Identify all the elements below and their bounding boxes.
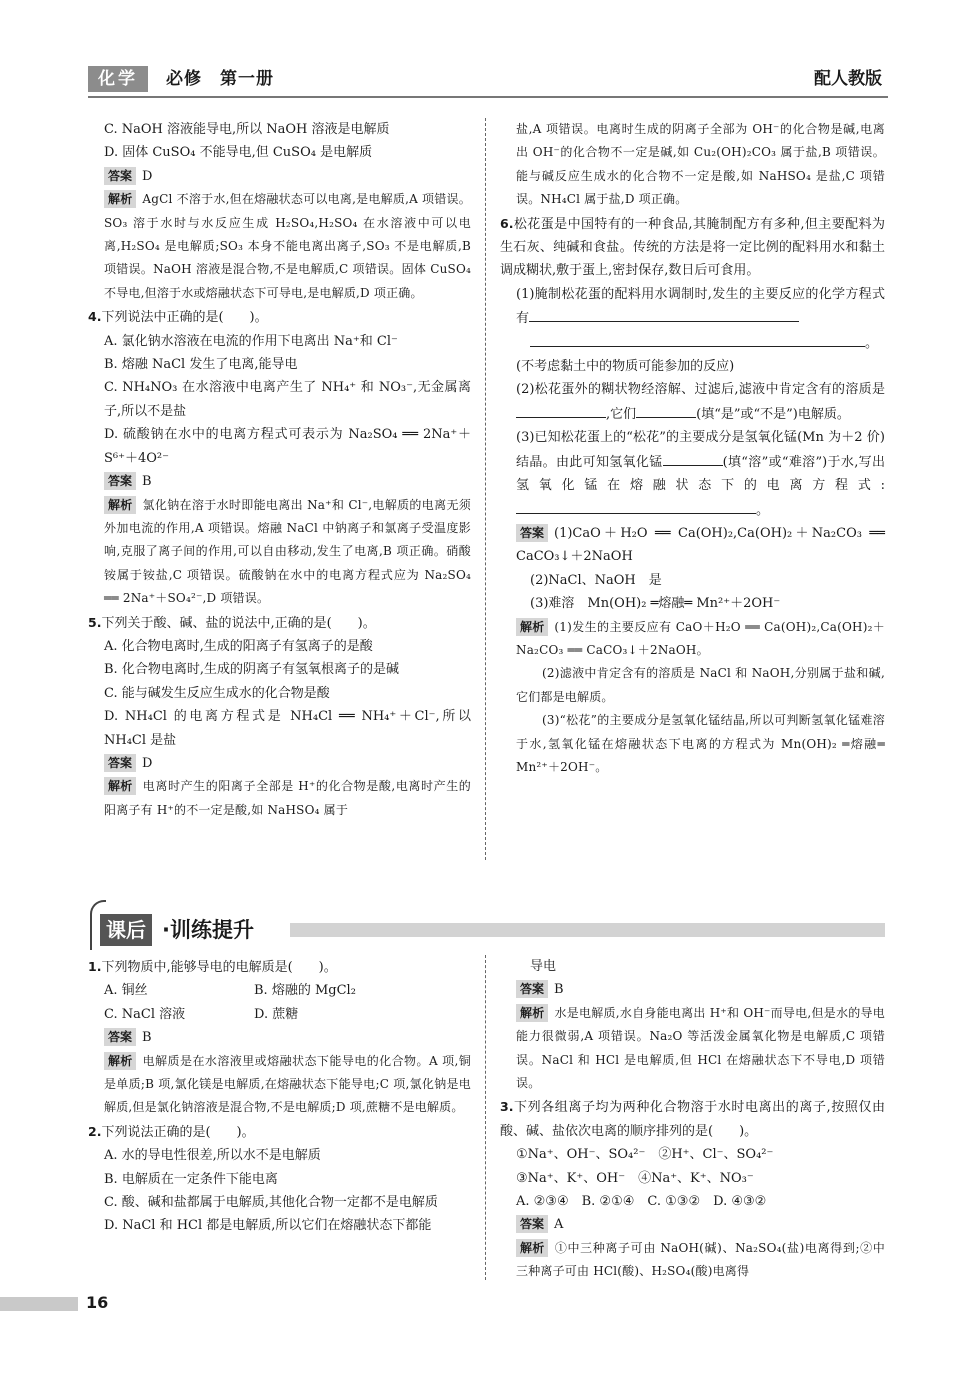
question-number: 6. xyxy=(500,215,514,231)
answer-value: (2)NaCl、NaOH 是 xyxy=(530,572,662,588)
page-number: 16 xyxy=(86,1293,109,1312)
subquestion-note: (不考虑黏土中的物质可能参加的反应) xyxy=(516,359,735,375)
section-bar xyxy=(290,923,885,937)
analysis-text: (1)发生的主要反应有 CaO＋H₂O ══ Ca(OH)₂,Ca(OH)₂＋Na₂CO₃ ══ CaCO₃↓＋2NaOH。 xyxy=(516,619,885,657)
answer-line xyxy=(500,522,885,569)
question-stem xyxy=(88,955,471,979)
right-column-bottom xyxy=(500,955,885,1284)
analysis-text: (2)滤液中肯定含有的溶质是 NaCl 和 NaOH,分别属于盐和碱,它们都是电解质。 xyxy=(516,666,885,704)
option-line: C. 能与碱发生反应生成水的化合物是酸 xyxy=(104,685,330,701)
option-line: D. NH₄Cl 的电离方程式是 NH₄Cl ══ NH₄⁺＋Cl⁻,所以 NH₄Cl 是盐 xyxy=(104,709,471,748)
book-title: 必修 第一册 xyxy=(166,69,274,89)
answer-tag: 答案 xyxy=(104,472,136,490)
analysis-block xyxy=(88,188,471,305)
option-d: D. 蔗糖 xyxy=(254,1006,299,1022)
answer-line xyxy=(88,470,471,493)
analysis-block xyxy=(88,1050,471,1120)
question-number: 3. xyxy=(500,1099,514,1115)
analysis-tag: 解析 xyxy=(104,1052,136,1070)
option-b: B. 熔融的 MgCl₂ xyxy=(254,983,356,999)
answer-blank[interactable] xyxy=(529,306,799,322)
analysis-block xyxy=(88,494,471,611)
question-stem xyxy=(88,1120,471,1144)
question-text: 下列说法正确的是( )。 xyxy=(101,1124,255,1140)
answer-blank[interactable] xyxy=(516,402,606,418)
answer-value: (1)CaO＋H₂O ══ Ca(OH)₂,Ca(OH)₂＋Na₂CO₃ ══ CaCO₃↓＋2NaOH xyxy=(516,525,885,565)
subject-badge: 化学 xyxy=(88,66,148,92)
answer-blank[interactable] xyxy=(636,402,696,418)
answer-tag: 答案 xyxy=(516,980,548,998)
section-badge: 课后 xyxy=(100,914,152,946)
option-line: A. 化合物电离时,生成的阳离子有氢离子的是酸 xyxy=(104,638,373,654)
answer-value: B xyxy=(142,1030,152,1046)
answer-blank[interactable] xyxy=(663,450,723,466)
question-number: 4. xyxy=(88,309,102,325)
question-number: 2. xyxy=(88,1123,102,1139)
option-row xyxy=(88,1003,471,1026)
option-row xyxy=(88,979,471,1002)
analysis-text: 电离时产生的阳离子全部是 H⁺的化合物是酸,电离时产生的阳离子有 H⁺的不一定是酸,如 NaHSO₄ 属于 xyxy=(104,779,471,817)
question-stem xyxy=(500,1095,885,1143)
column-divider xyxy=(485,955,486,1280)
answer-blank-line: 。 xyxy=(500,331,885,355)
question-text: 下列关于酸、碱、盐的说法中,正确的是( )。 xyxy=(101,615,376,631)
option-line: D. 固体 CuSO₄ 不能导电,但 CuSO₄ 是电解质 xyxy=(104,145,373,161)
answer-value: B xyxy=(554,982,564,998)
answer-tag: 答案 xyxy=(104,1028,136,1046)
question-text: 下列物质中,能够导电的电解质是( )。 xyxy=(101,960,337,975)
column-divider xyxy=(485,118,486,860)
question-stem xyxy=(88,611,471,635)
analysis-tag: 解析 xyxy=(516,1004,548,1022)
analysis-block xyxy=(500,1002,885,1096)
analysis-tag: 解析 xyxy=(104,496,136,514)
analysis-tag: 解析 xyxy=(516,1239,548,1257)
ion-group-line: ③Na⁺、K⁺、OH⁻ ④Na⁺、K⁺、NO₃⁻ xyxy=(516,1170,754,1186)
right-column-top xyxy=(500,118,885,779)
analysis-text: 水是电解质,水自身能电离出 H⁺和 OH⁻而导电,但是水的导电能力很微弱,A 项错误。Na₂O 等活泼金属氧化物是电解质,C 项错误。NaCl 和 HCl 是电解质,但 HCl 在熔融状态下不导电,D 项错误。 xyxy=(516,1005,885,1091)
option-line: C. NH₄NO₃ 在水溶液中电离产生了 NH₄⁺ 和 NO₃⁻,无金属离子,所以不是盐 xyxy=(104,380,471,419)
answer-value: B xyxy=(142,474,152,490)
analysis-block xyxy=(500,1237,885,1284)
section-title: ·训练提升 xyxy=(162,918,254,942)
answer-line xyxy=(88,752,471,775)
answer-line xyxy=(88,1026,471,1049)
analysis-tag: 解析 xyxy=(104,777,136,795)
answer-tag: 答案 xyxy=(516,1215,548,1233)
question-number: 5. xyxy=(88,614,102,630)
answer-line xyxy=(500,978,885,1001)
analysis-text: 电解质是在水溶液里或熔融状态下能导电的化合物。A 项,铜是单质;B 项,氯化镁是电解质,在熔融状态下能导电;C 项,氯化钠是电解质,但是氯化钠溶液是混合物,不是电解质;D 项,蔗糖不是电解质。 xyxy=(104,1053,471,1115)
answer-tag: 答案 xyxy=(516,524,548,542)
answer-line xyxy=(88,165,471,188)
ion-group-line: ①Na⁺、OH⁻、SO₄²⁻ ②H⁺、Cl⁻、SO₄²⁻ xyxy=(516,1147,774,1163)
analysis-block xyxy=(500,616,885,663)
option-a: A. 铜丝 xyxy=(104,983,148,999)
option-line: B. 化合物电离时,生成的阴离子有氢氧根离子的是碱 xyxy=(104,662,399,678)
footer-bar xyxy=(0,1297,78,1311)
option-line: C. NaOH 溶液能导电,所以 NaOH 溶液是电解质 xyxy=(104,122,390,137)
answer-value: D xyxy=(142,755,153,771)
answer-line xyxy=(500,1213,885,1236)
question-text: 下列说法中正确的是( )。 xyxy=(101,310,268,326)
option-line: D. NaCl 和 HCl 都是电解质,所以它们在熔融状态下都能 xyxy=(104,1218,432,1234)
analysis-text: AgCl 不溶于水,但在熔融状态可以电离,是电解质,A 项错误。SO₃ 溶于水时与水反应生成 H₂SO₄,H₂SO₄ 在水溶液中可以电离,H₂SO₄ 是电解质;SO₃ 本身不能电离出离子,SO₃ 不是电解质,B 项错误。NaOH 溶液是混合物,不是电解质,C 项错误。固体 CuSO₄ 不导电,但溶于水或熔融状态下可导电,是电解质,D 项正确。 xyxy=(104,192,471,300)
section-heading xyxy=(90,900,885,950)
question-stem xyxy=(500,212,885,283)
subquestion-2: (2)松花蛋外的糊状物经溶解、过滤后,滤液中肯定含有的溶质是,它们 (填“是”或“不是”)电解质。 xyxy=(516,382,885,422)
answer-tag: 答案 xyxy=(104,167,136,185)
option-line: C. 酸、碱和盐都属于电解质,其他化合物一定都不是电解质 xyxy=(104,1195,438,1211)
option-line: A. 氯化钠水溶液在电流的作用下电离出 Na⁺和 Cl⁻ xyxy=(104,333,398,349)
question-text: 松花蛋是中国特有的一种食品,其腌制配方有多种,但主要配料为生石灰、纯碱和食盐。传统的方法是将一定比例的配料用水和黏土调成糊状,敷于蛋上,密封保存,数日后可食用。 xyxy=(500,216,885,279)
page-header xyxy=(88,64,888,96)
option-continued: 导电 xyxy=(530,959,557,974)
analysis-text: ①中三种离子可由 NaOH(碱)、Na₂SO₄(盐)电离得到;②中三种离子可由 HCl(酸)、H₂SO₄(酸)电离得 xyxy=(516,1240,885,1279)
analysis-block xyxy=(88,775,471,822)
option-line: A. 水的导电性很差,所以水不是电解质 xyxy=(104,1148,321,1164)
analysis-tag: 解析 xyxy=(516,618,548,636)
answer-blank[interactable] xyxy=(530,331,865,347)
answer-tag: 答案 xyxy=(104,754,136,772)
header-rule xyxy=(88,96,888,98)
analysis-text: (3)“松花”的主要成分是氢氧化锰结晶,所以可判断氢氧化锰难溶于水,氢氧化锰在熔融状态下电离的方程式为 Mn(OH)₂ ═熔融═ Mn²⁺＋2OH⁻。 xyxy=(516,713,885,774)
left-column-bottom xyxy=(88,955,471,1238)
choice-line: A. ②③④ B. ②①④ C. ①③② D. ④③② xyxy=(516,1194,767,1210)
question-stem xyxy=(88,305,471,329)
answer-value: (3)难溶 Mn(OH)₂ ═熔融═ Mn²⁺＋2OH⁻ xyxy=(530,596,781,612)
answer-value: A xyxy=(554,1217,564,1233)
answer-value: D xyxy=(142,168,153,184)
answer-blank[interactable] xyxy=(516,498,756,514)
option-line: D. 硫酸钠在水中的电离方程式可表示为 Na₂SO₄ ══ 2Na⁺＋S⁶⁺＋4O²⁻ xyxy=(104,427,471,466)
edition-label: 配人教版 xyxy=(814,69,882,89)
analysis-continued: 盐,A 项错误。电离时生成的阴离子全部为 OH⁻的化合物是碱,电离出 OH⁻的化合物不一定是碱,如 Cu₂(OH)₂CO₃ 属于盐,B 项错误。能与碱反应生成水的化合物不一定是酸,如 NaHSO₄ 是盐,C 项错误。NH₄Cl 属于盐,D 项正确。 xyxy=(516,122,885,207)
option-line: B. 电解质在一定条件下能电离 xyxy=(104,1171,278,1187)
analysis-text: 氯化钠在溶于水时即能电离出 Na⁺和 Cl⁻,电解质的电离无须外加电流的作用,A 项错误。熔融 NaCl 中钠离子和氯离子受温度影响,克服了离子间的作用,可以自由移动,发生了电离,B 项正确。硝酸铵属于铵盐,C 项错误。硫酸钠在水中的电离方程式应为 Na₂SO₄ ══ 2Na⁺＋SO₄²⁻,D 项错误。 xyxy=(104,497,471,606)
left-column-top xyxy=(88,118,471,822)
option-line: B. 熔融 NaCl 发生了电离,能导电 xyxy=(104,357,298,373)
subquestion-1: (1)腌制松花蛋的配料用水调制时,发生的主要反应的化学方程式有 xyxy=(516,286,885,327)
question-text: 下列各组离子均为两种化合物溶于水时电离出的离子,按照仅由酸、碱、盐依次电离的顺序排列的是( )。 xyxy=(500,1100,885,1139)
subquestion-3: (3)已知松花蛋上的“松花”的主要成分是氢氧化锰(Mn 为＋2 价)结晶。由此可知氢氧化锰 (填“溶”或“难溶”)于水,写出氢氧化锰在熔融状态下的电离方程式:。 xyxy=(516,430,885,518)
analysis-tag: 解析 xyxy=(104,190,136,208)
question-number: 1. xyxy=(88,959,102,974)
option-c: C. NaCl 溶液 xyxy=(104,1006,186,1022)
